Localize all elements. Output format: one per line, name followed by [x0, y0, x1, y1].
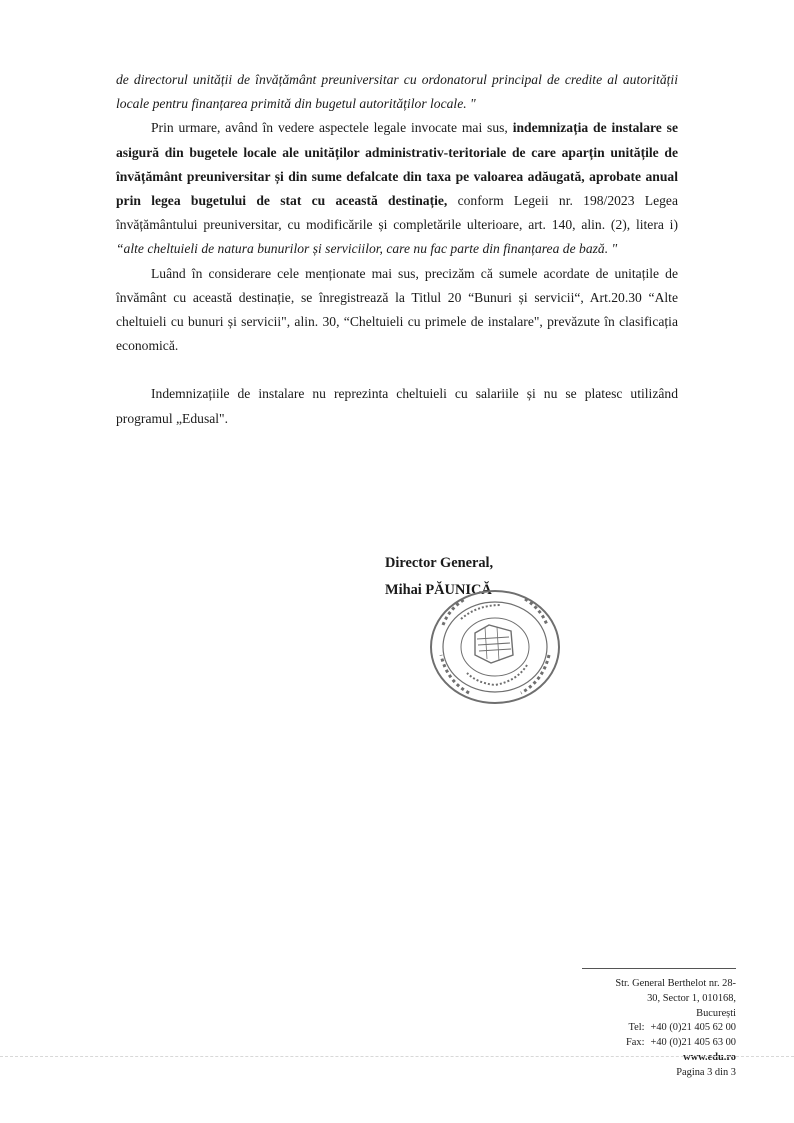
bold-text: indemnizația de instalare se asigură din bugetele locale ale unităților administrativ-teritoriale de care aparțin unitățile de învățământ preuniversitar și din sume defalcate din taxa pe valoarea adăugată, aprobate anual prin legea bugetului de stat cu această destinație,: [116, 120, 678, 209]
footer-divider: [582, 968, 736, 969]
phone-label: Tel:: [628, 1022, 645, 1034]
footer-contact: [560, 977, 736, 1081]
footer-address-line: Str. General Berthelot nr. 28-: [615, 978, 736, 989]
signature-name: Mihai PĂUNICĂ: [385, 582, 492, 598]
paragraph-text: Indemnizațiile de instalare nu reprezinta cheltuieli cu salariile și nu se platesc utilizând programul „Edusal".: [116, 386, 678, 426]
paragraph-edusal: [116, 382, 678, 430]
paragraph-indemnization-source: [116, 116, 678, 261]
footer-phone: [560, 1021, 736, 1036]
footer-city: București: [696, 1007, 736, 1019]
footer-website: www.edu.ro: [683, 1051, 736, 1063]
page-number: Pagina 3 din 3: [676, 1066, 736, 1078]
footer-address-line: 30, Sector 1, 010168,: [647, 992, 736, 1004]
paragraph-budget-classification: [116, 262, 678, 359]
paragraph-text: conform Legeii nr. 198/2023 Legea învățământului preuniversitar, cu modificările și completările ulterioare, art. 140, alin. (2), litera i): [116, 193, 678, 233]
paragraph-text: Luând în considerare cele menționate mai sus, precizăm că sumele acordate de unitațile de învământ cu această destinație, se înregistrează la Titlul 20 “Bunuri și servicii“, Art.20.30 “Alte cheltuieli cu bunuri și servicii", alin. 30, “Cheltuieli cu primele de instalare", prevăzute în clasificația economică.: [116, 265, 678, 354]
fax-number: +40 (0)21 405 63 00: [650, 1037, 736, 1049]
quoted-text: de directorul unității de învățământ preuniversitar cu ordonatorul principal de credite al autorității locale pentru finanțarea primită din bugetul autorităților locale. ": [116, 72, 678, 112]
phone-number: +40 (0)21 405 62 00: [650, 1022, 736, 1034]
body-text: [116, 68, 678, 431]
footer-fax: [560, 1036, 736, 1051]
paragraph-continuation: [116, 68, 678, 116]
fax-label: Fax:: [626, 1037, 645, 1049]
official-seal-icon: [425, 585, 565, 705]
scan-artifact-line: [0, 1056, 794, 1057]
signature-title: Director General,: [385, 555, 494, 571]
quoted-text: “alte cheltuieli de natura bunurilor și serviciilor, care nu fac parte din finanțarea de bază. ": [116, 241, 618, 257]
paragraph-text: Prin urmare, având în vedere aspectele legale invocate mai sus,: [151, 120, 513, 136]
